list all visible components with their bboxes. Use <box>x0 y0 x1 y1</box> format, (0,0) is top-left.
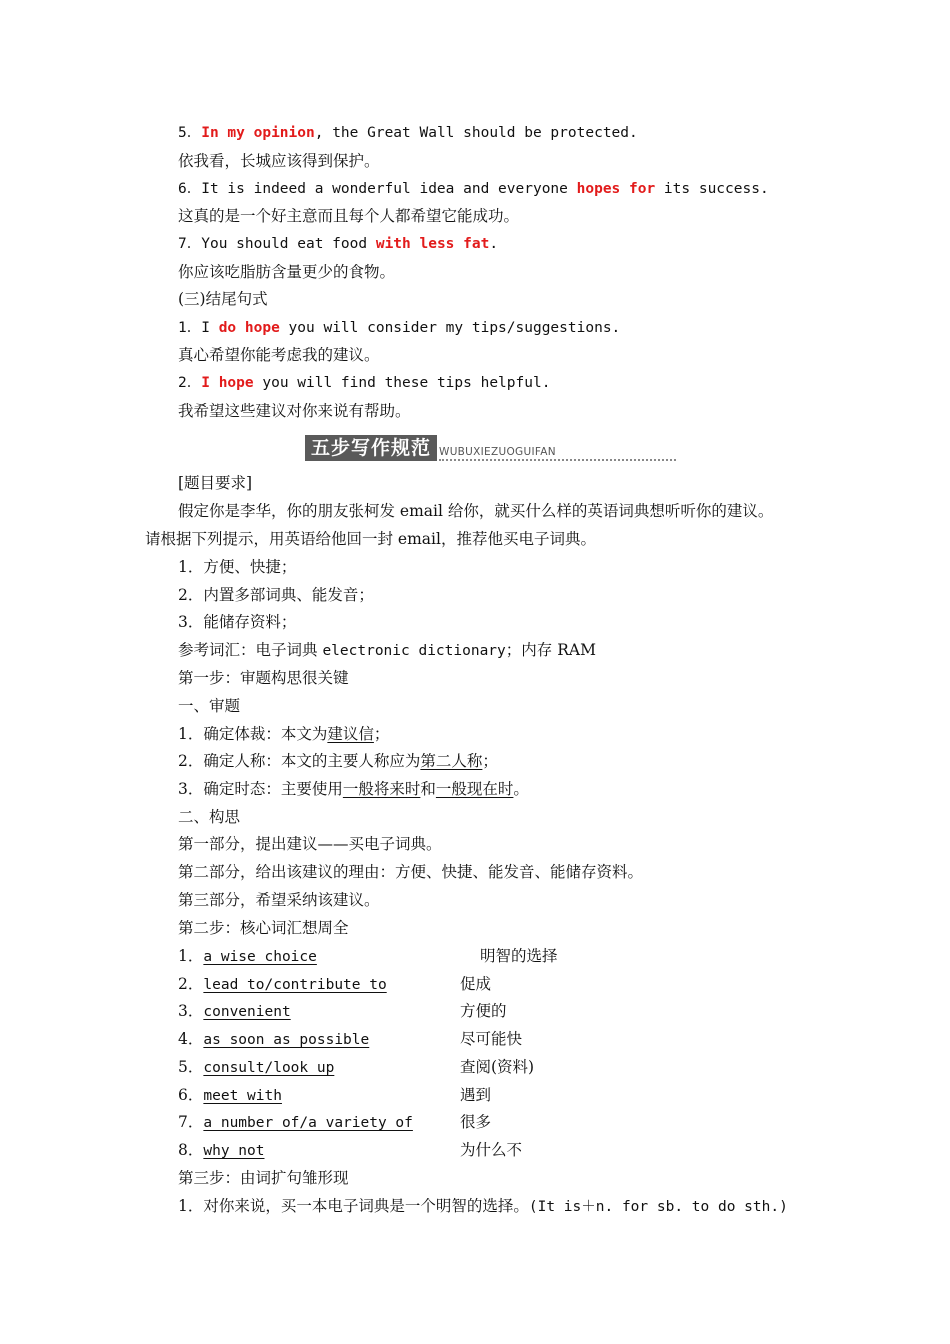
closing-example-1-translation: 真心希望你能考虑我的建议。 <box>178 346 380 364</box>
vocab-english: a wise choice <box>203 949 317 965</box>
vocab-row <box>178 974 387 995</box>
item-text: 2．确定人称：本文的主要人称应为 <box>178 752 421 770</box>
key-phrase: with less fat <box>375 236 490 252</box>
vocab-english: consult/look up <box>203 1060 335 1076</box>
vocab-number: 5． <box>178 1058 204 1076</box>
vocab-number: 4． <box>178 1030 204 1048</box>
step1-sub2: 二、构思 <box>178 808 241 826</box>
item-text: 。 <box>513 780 529 798</box>
vocab-english: a number of/a variety of <box>203 1115 413 1131</box>
structure-part-1: 第一部分，提出建议——买电子词典。 <box>178 835 442 853</box>
step3-title: 第三步：由词扩句雏形现 <box>178 1169 349 1187</box>
item-text: 3．确定时态：主要使用 <box>178 780 343 798</box>
task-hint-3: 3．能储存资料； <box>178 613 297 631</box>
underlined-answer: 一般现在时 <box>435 780 514 798</box>
step1-item-1 <box>178 724 389 744</box>
closing-example-2 <box>178 373 550 393</box>
vocab-chinese: 遇到 <box>460 1086 492 1104</box>
example-number: 6． <box>178 181 202 197</box>
item-text: 1．确定体裁：本文为 <box>178 725 328 743</box>
item-text: ； <box>482 752 498 770</box>
vocab-label: ；内存 <box>505 641 558 659</box>
vocab-number: 3． <box>178 1002 204 1020</box>
key-phrase: In my opinion <box>201 125 315 141</box>
step1-sub1: 一、审题 <box>178 697 241 715</box>
task-hint-1: 1．方便、快捷； <box>178 558 297 576</box>
task-paragraph-2: 请根据下列提示，用英语给他回一封 email，推荐他买电子词典。 <box>145 530 596 548</box>
vocab-number: 1． <box>178 947 204 965</box>
vocab-row <box>178 1029 369 1050</box>
item-text: 1．对你来说，买一本电子词典是一个明智的选择。 <box>178 1197 529 1215</box>
section-banner <box>305 435 676 461</box>
vocab-chinese: 促成 <box>460 975 492 993</box>
vocab-row <box>178 1001 291 1022</box>
vocab-english: why not <box>203 1143 265 1159</box>
vocab-english: meet with <box>203 1088 282 1104</box>
example-number: 7． <box>178 236 202 252</box>
step3-item-1 <box>178 1196 788 1217</box>
closing-example-2-translation: 我希望这些建议对你来说有帮助。 <box>178 402 411 420</box>
step2-title: 第二步：核心词汇想周全 <box>178 919 349 937</box>
vocab-row <box>178 946 317 967</box>
closing-heading: (三)结尾句式 <box>178 290 268 308</box>
closing-example-1 <box>178 318 620 338</box>
task-paragraph-1: 假定你是李华，你的朋友张柯发 email 给你，就买什么样的英语词典想听听你的建议。 <box>178 502 774 520</box>
task-hint-2: 2．内置多部词典、能发音； <box>178 586 374 604</box>
vocab-number: 8． <box>178 1141 204 1159</box>
example-7-translation: 你应该吃脂肪含量更少的食物。 <box>178 263 396 281</box>
example-text: its success. <box>655 181 769 197</box>
vocab-chinese: 很多 <box>460 1113 492 1131</box>
vocab-number: 6． <box>178 1086 204 1104</box>
step1-title: 第一步：审题构思很关键 <box>178 669 349 687</box>
vocab-number: 7． <box>178 1113 204 1131</box>
vocab-chinese: 为什么不 <box>460 1141 523 1159</box>
example-6-translation: 这真的是一个好主意而且每个人都希望它能成功。 <box>178 207 520 225</box>
example-text: you will consider my tips/suggestions. <box>279 320 621 336</box>
item-text: ； <box>373 725 390 743</box>
vocab-row <box>178 1140 264 1161</box>
example-number: 5． <box>178 125 202 141</box>
vocab-chinese: 尽可能快 <box>460 1030 523 1048</box>
vocab-number: 2． <box>178 975 204 993</box>
vocab-english: RAM <box>557 641 596 659</box>
underlined-answer: 建议信 <box>327 725 374 743</box>
example-text: It is indeed a wonderful idea and everyone <box>201 181 577 197</box>
vocab-row <box>178 1112 413 1133</box>
vocab-chinese: 查阅(资料) <box>460 1058 535 1076</box>
step1-item-3 <box>178 779 529 799</box>
example-6 <box>178 179 769 199</box>
example-5-translation: 依我看，长城应该得到保护。 <box>178 152 380 170</box>
banner-subtitle: WUBUXIEZUOGUIFAN <box>439 446 676 461</box>
reference-vocab <box>178 640 596 661</box>
step1-item-2 <box>178 751 498 771</box>
vocab-label: 参考词汇：电子词典 <box>178 641 323 659</box>
example-text: . <box>489 236 499 252</box>
underlined-answer: 一般将来时 <box>342 780 421 798</box>
vocab-row <box>178 1057 334 1078</box>
example-number: 1． <box>178 320 202 336</box>
item-text: 和 <box>420 780 436 798</box>
grammar-hint: (It is＋n. for sb. to do sth.) <box>528 1199 788 1215</box>
key-phrase: hopes for <box>576 181 656 197</box>
task-heading: [题目要求] <box>178 474 253 492</box>
example-7 <box>178 234 498 254</box>
underlined-answer: 第二人称 <box>420 752 483 770</box>
example-text: , the Great Wall should be protected. <box>314 125 638 141</box>
vocab-english: as soon as possible <box>203 1032 370 1048</box>
example-text: You should eat food <box>201 236 376 252</box>
vocab-row <box>178 1085 282 1106</box>
vocab-chinese: 方便的 <box>460 1002 507 1020</box>
example-text: you will find these tips helpful. <box>253 375 551 391</box>
example-number: 2． <box>178 375 202 391</box>
example-5 <box>178 123 638 143</box>
vocab-chinese: 明智的选择 <box>480 947 558 965</box>
vocab-english: electronic dictionary <box>322 643 506 659</box>
key-phrase: do hope <box>218 320 280 336</box>
banner-title: 五步写作规范 <box>305 435 437 461</box>
structure-part-3: 第三部分，希望采纳该建议。 <box>178 891 380 909</box>
key-phrase: I hope <box>201 375 254 391</box>
vocab-english: convenient <box>203 1004 291 1020</box>
vocab-english: lead to/contribute to <box>203 977 387 993</box>
example-text: I <box>201 320 219 336</box>
structure-part-2: 第二部分，给出该建议的理由：方便、快捷、能发音、能储存资料。 <box>178 863 644 881</box>
